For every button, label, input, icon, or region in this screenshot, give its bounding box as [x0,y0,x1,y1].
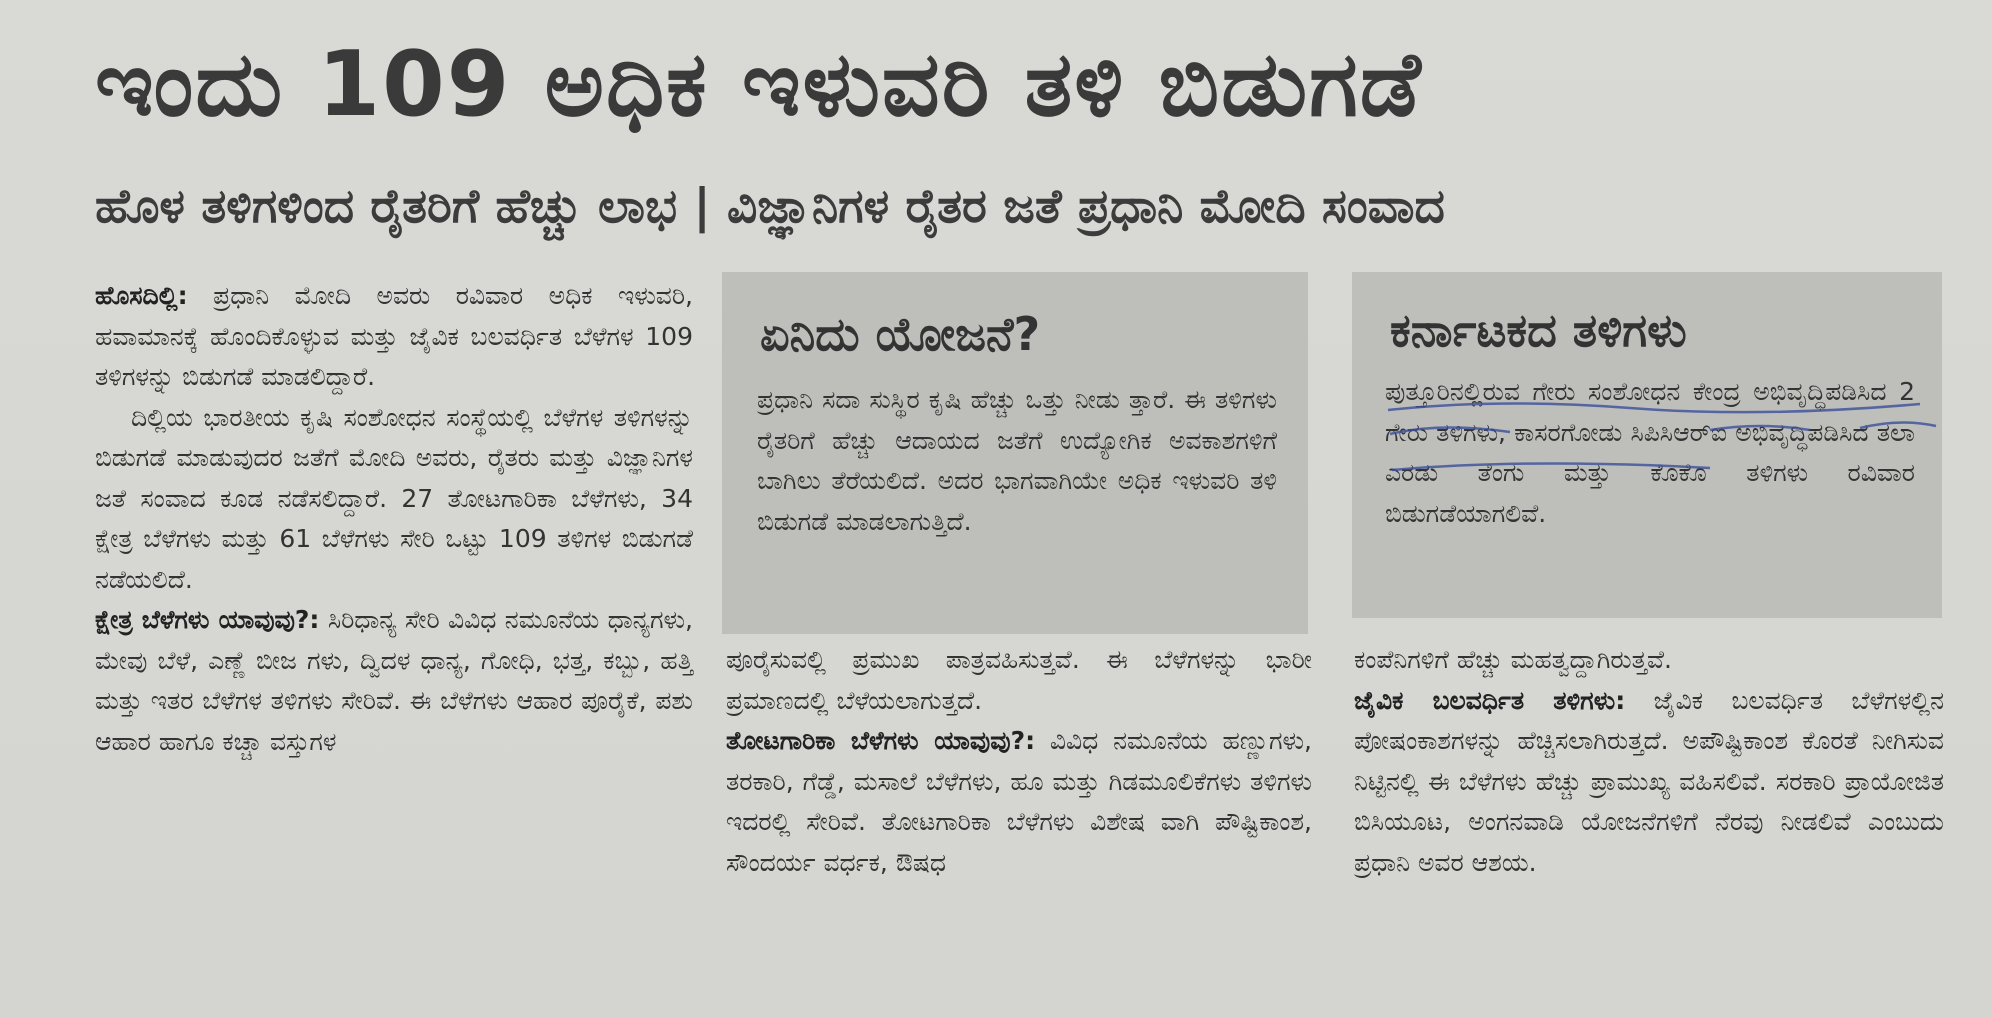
box-text: ಪುತ್ತೂರಿನಲ್ಲಿರುವ ಗೇರು ಸಂಶೋಧನ ಕೇಂದ್ರ ಅಭಿವೃದ್ಧಿಪಡಿಸಿದ 2 ಗೇರು ತಳಿಗಳು, ಕಾಸರಗೋಡು ಸಿಪಿಸಿಆರ್‌ಐ ಅಭಿವೃದ್ಧಿಪಡಿಸಿದ ತಲಾ ಎರಡು ತೆಂಗು ಮತ್ತು ಕೊಕೊ ತಳಿಗಳು ರವಿವಾರ ಬಿಡುಗಡೆಯಾಗಲಿವೆ. [1385,377,1915,528]
section-text: ಸಿರಿಧಾನ್ಯ ಸೇರಿ ವಿವಿಧ ನಮೂನೆಯ ಧಾನ್ಯಗಳು, ಮೇವು ಬೆಳೆ, ಎಣ್ಣೆ ಬೀಜ ಗಳು, ದ್ವಿದಳ ಧಾನ್ಯ, ಗೋಧಿ, ಭತ್ತ, ಕಬ್ಬು, ಹತ್ತಿ ಮತ್ತು ಇತರ ಬೆಳೆಗಳ ತಳಿಗಳು ಸೇರಿವೆ. ಈ ಬೆಳೆಗಳು ಆಹಾರ ಪೂರೈಕೆ, ಪಶು ಆಹಾರ ಹಾಗೂ ಕಚ್ಚಾ ವಸ್ತುಗಳ [95,605,693,756]
body-paragraph: ದಿಲ್ಲಿಯ ಭಾರತೀಯ ಕೃಷಿ ಸಂಶೋಧನ ಸಂಸ್ಥೆಯಲ್ಲಿ ಬೆಳೆಗಳ ತಳಿಗಳನ್ನು ಬಿಡುಗಡೆ ಮಾಡುವುದರ ಜತೆಗೆ ಮೋದಿ ಅವರು, ರೈತರು ಮತ್ತು ವಿಜ್ಞಾನಿಗಳ ಜತೆ ಸಂವಾದ ಕೂಡ ನಡೆಸಲಿದ್ದಾರೆ. 27 ತೋಟಗಾರಿಕಾ ಬೆಳೆಗಳು, 34 ಕ್ಷೇತ್ರ ಬೆಳೆಗಳು ಮತ್ತು 61 ಬೆಳೆಗಳು ಸೇರಿ ಒಟ್ಟು 109 ತಳಿಗಳ ಬಿಡುಗಡೆ ನಡೆಯಲಿದೆ. [95,402,693,594]
dateline: ಹೊಸದಿಲ್ಲಿ: [95,281,188,310]
section-horticulture [726,721,1312,883]
subheadline: ಹೊಳ ತಳಿಗಳಿಂದ ರೈತರಿಗೆ ಹೆಚ್ಚು ಲಾಭ | ವಿಜ್ಞಾನಿಗಳ ರೈತರ ಜತೆ ಪ್ರಧಾನಿ ಮೋದಿ ಸಂವಾದ [95,179,1445,234]
box-text: ಪ್ರಧಾನಿ ಸದಾ ಸುಸ್ಥಿರ ಕೃಷಿ ಹೆಚ್ಚು ಒತ್ತು ನೀಡು ತ್ತಾರೆ. ಈ ತಳಿಗಳು ರೈತರಿಗೆ ಹೆಚ್ಚು ಆದಾಯದ ಜತೆಗೆ ಉದ್ಯೋಗಿಕ ಅವಕಾಶಗಳಿಗೆ ಬಾಗಿಲು ತೆರೆಯಲಿದೆ. ಅದರ ಭಾಗವಾಗಿಯೇ ಅಧಿಕ ಇಳುವರಿ ತಳಿ ಬಿಡುಗಡೆ ಮಾಡಲಾಗುತ್ತಿದೆ. [757,385,1277,536]
continuation-text: ಪೂರೈಸುವಲ್ಲಿ ಪ್ರಮುಖ ಪಾತ್ರವಹಿಸುತ್ತವೆ. ಈ ಬೆಳೆಗಳನ್ನು ಭಾರೀ ಪ್ರಮಾಣದಲ್ಲಿ ಬೆಳೆಯಲಾಗುತ್ತದೆ. [726,645,1312,715]
sidebar-box-scheme [722,272,1308,634]
intro-paragraph [95,276,693,398]
headline: ಇಂದು 109 ಅಧಿಕ ಇಳುವರಿ ತಳಿ ಬಿಡುಗಡೆ [95,32,1423,137]
column-1 [95,276,693,762]
column-3 [1354,640,1944,883]
section-heading: ತೋಟಗಾರಿಕಾ ಬೆಳೆಗಳು ಯಾವುವು?: [726,726,1036,755]
box-title: ಏನಿದು ಯೋಜನೆ? [760,307,1041,361]
column-2 [726,640,1312,883]
sidebar-box-karnataka [1352,272,1942,618]
section-biofortified [1354,681,1944,884]
section-heading: ಜೈವಿಕ ಬಲವರ್ಧಿತ ತಳಿಗಳು: [1354,685,1626,715]
section-field-crops [95,600,693,762]
continuation-text: ಕಂಪೆನಿಗಳಿಗೆ ಹೆಚ್ಚು ಮಹತ್ವದ್ದಾಗಿರುತ್ತವೆ. [1354,645,1672,674]
section-heading: ಕ್ಷೇತ್ರ ಬೆಳೆಗಳು ಯಾವುವು?: [95,605,320,634]
box-title: ಕರ್ನಾಟಕದ ತಳಿಗಳು [1390,303,1687,357]
section-text: ಜೈವಿಕ ಬಲವರ್ಧಿತ ಬೆಳೆಗಳಲ್ಲಿನ ಪೋಷಂಕಾಶಗಳನ್ನು ಹೆಚ್ಚಿಸಲಾಗಿರುತ್ತದೆ. ಅಪೌಷ್ಟಿಕಾಂಶ ಕೊರತೆ ನೀಗಿಸುವ ನಿಟ್ಟಿನಲ್ಲಿ ಈ ಬೆಳೆಗಳು ಹೆಚ್ಚು ಪ್ರಾಮುಖ್ಯ ವಹಿಸಲಿವೆ. ಸರಕಾರಿ ಪ್ರಾಯೋಜಿತ ಬಿಸಿಯೂಟ, ಅಂಗನವಾಡಿ ಯೋಜನೆಗಳಿಗೆ ನೆರವು ನೀಡಲಿವೆ ಎಂಬುದು ಪ್ರಧಾನಿ ಅವರ ಆಶಯ. [1354,685,1944,877]
intro-text: ಪ್ರಧಾನಿ ಮೋದಿ ಅವರು ರವಿವಾರ ಅಧಿಕ ಇಳುವರಿ, ಹವಾಮಾನಕ್ಕೆ ಹೊಂದಿಕೊಳ್ಳುವ ಮತ್ತು ಜೈವಿಕ ಬಲವರ್ಧಿತ ಬೆಳೆಗಳ 109 ತಳಿಗಳನ್ನು ಬಿಡುಗಡೆ ಮಾಡಲಿದ್ದಾರೆ. [95,281,693,391]
section-text: ವಿವಿಧ ನಮೂನೆಯ ಹಣ್ಣುಗಳು, ತರಕಾರಿ, ಗೆಡ್ಡೆ, ಮಸಾಲೆ ಬೆಳೆಗಳು, ಹೂ ಮತ್ತು ಗಿಡಮೂಲಿಕೆಗಳು ತಳಿಗಳು ಇದರಲ್ಲಿ ಸೇರಿವೆ. ತೋಟಗಾರಿಕಾ ಬೆಳೆಗಳು ವಿಶೇಷ ವಾಗಿ ಪೌಷ್ಟಿಕಾಂಶ, ಸೌಂದರ್ಯ ವರ್ಧಕ, ಔಷಧ [726,726,1312,877]
